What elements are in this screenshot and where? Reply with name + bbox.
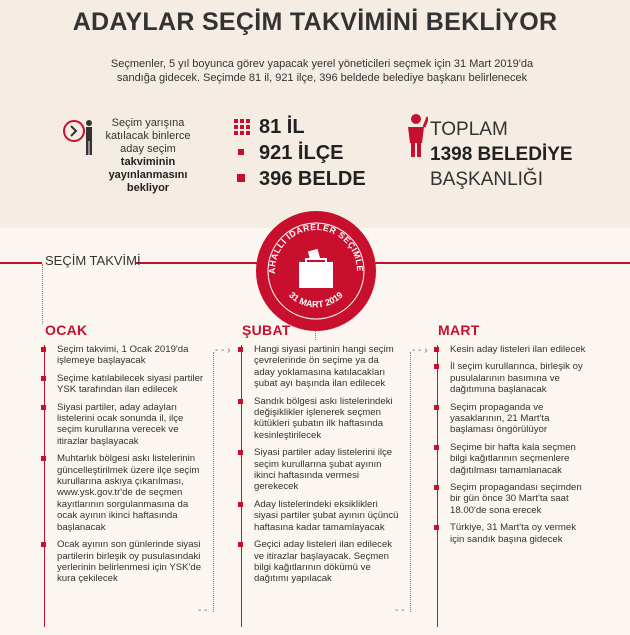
dotted-connector [410,352,411,612]
list-item: Hangi siyasi partinin hangi seçim çevrelerinde ön seçime ya da aday yoklamasına katılacakları şubat ayı başında ilan edilecek [242,344,402,390]
arrow-right-icon: - - [395,605,405,616]
list-item: Sandık bölgesi askı listelerindeki değişiklikler işlenerek seçmen kütükleri şubatın ilk haftasında kesinleştirilecek [242,396,402,442]
small-square-icon [231,149,253,157]
divider-right [135,262,630,264]
list-item: Geçici aday listeleri ilan edilecek ve itirazlar başlayacak. Seçmen bilgi kağıtlarının dökümü ve dağıtımı yapılacak [242,539,402,585]
stamp-bottom-text: 31 MART 2019 [287,289,345,310]
list-item: Türkiye, 31 Mart'ta oy vermek için sandık başına gidecek [438,522,588,545]
list-item: Siyasi partiler aday listelerini ilçe seçim kurullarına şubat ayının ikinci haftasında vermesi gerekecek [242,447,402,493]
dotted-connector [213,352,214,612]
election-stamp [255,210,377,332]
list-item: Seçime katılabilecek siyasi partiler YSK tarafından ilan edilecek [45,373,207,396]
list-item: Aday listelerindeki eksiklikleri siyasi partiler şubat ayının üçüncü haftasına kadar tamamlayacak [242,499,402,533]
list-item: Kesin aday listeleri ilan edilecek [438,344,588,355]
stat-ilce: 921 İLÇE [231,140,366,166]
right-stat-text: TOPLAM 1398 BELEDİYE BAŞKANLIĞI [430,119,573,190]
divider-left [0,262,42,264]
arrow-right-icon: - - › [215,345,231,356]
month-title-mart: MART [438,322,480,338]
square-icon [231,174,253,184]
list-item: Seçim takvimi, 1 Ocak 2019'da işlemeye başlayacak [45,344,207,367]
month-title-ocak: OCAK [45,322,88,338]
page-title: ADAYLAR SEÇİM TAKVİMİNİ BEKLİYOR [72,8,558,36]
stamp-top-text: AHALLİ İDARELER SEÇİMLE [266,221,366,274]
mayor-icon [404,113,428,164]
month-list-subat [242,344,402,591]
left-stat-text: Seçim yarışına katılacak binlerce aday seçim takviminin yayınlanmasını bekliyor [105,117,191,194]
list-item: Seçim propagandası seçimden bir gün önce 30 Mart'ta saat 18.00'de sona erecek [438,482,588,516]
month-title-subat: ŞUBAT [242,322,291,338]
stat-il: 81 İL [231,114,366,140]
list-item: Muhtarlık bölgesi askı listelerinin güncelleştirilmek üzere ilçe seçim kurullarına askıya çıkarılması, www.ysk.gov.tr'de de seçmen kayıtlarının sorgulanmasına da ocak ayının ikinci haftasında başlanacak [45,453,207,533]
list-item: Siyasi partiler, aday adayları listelerini ocak sonunda il, ilçe seçim kurullarına verecek ve itirazlar başlayacak [45,402,207,448]
list-item: Seçim propaganda ve yasaklarının, 21 Mart'ta başlaması öngörülüyor [438,402,588,436]
month-list-ocak [45,344,207,591]
count-stats [231,114,366,192]
list-item: Seçime bir hafta kala seçmen bilgi kağıtlarının seçmenlere dağıtılması tamamlanacak [438,442,588,476]
stat-belde: 396 BELDE [231,166,366,192]
clock-person-icon [62,117,96,166]
list-item: Ocak ayının son günlerinde siyasi partilerin birleşik oy pusulasındaki yerlerinin belirlenmesi için YSK'de kura çekilecek [45,539,207,585]
page-subtitle: Seçmenler, 5 yıl boyunca görev yapacak yerel yöneticileri seçmek için 31 Mart 2019'da sandığa gidecek. Seçimde 81 il, 921 ilçe, 396 beldede belediye başkanı belirlenecek [110,58,534,84]
calendar-title: SEÇİM TAKVİMİ [45,253,141,268]
list-item: İl seçim kurullarınca, birleşik oy pusulalarının basımına ve dağıtımına başlanacak [438,361,588,395]
grid-icon [231,119,253,135]
arrow-right-icon: - - › [412,345,428,356]
arrow-right-icon: - - [198,605,208,616]
month-list-mart [438,344,588,551]
dotted-connector [42,264,43,324]
